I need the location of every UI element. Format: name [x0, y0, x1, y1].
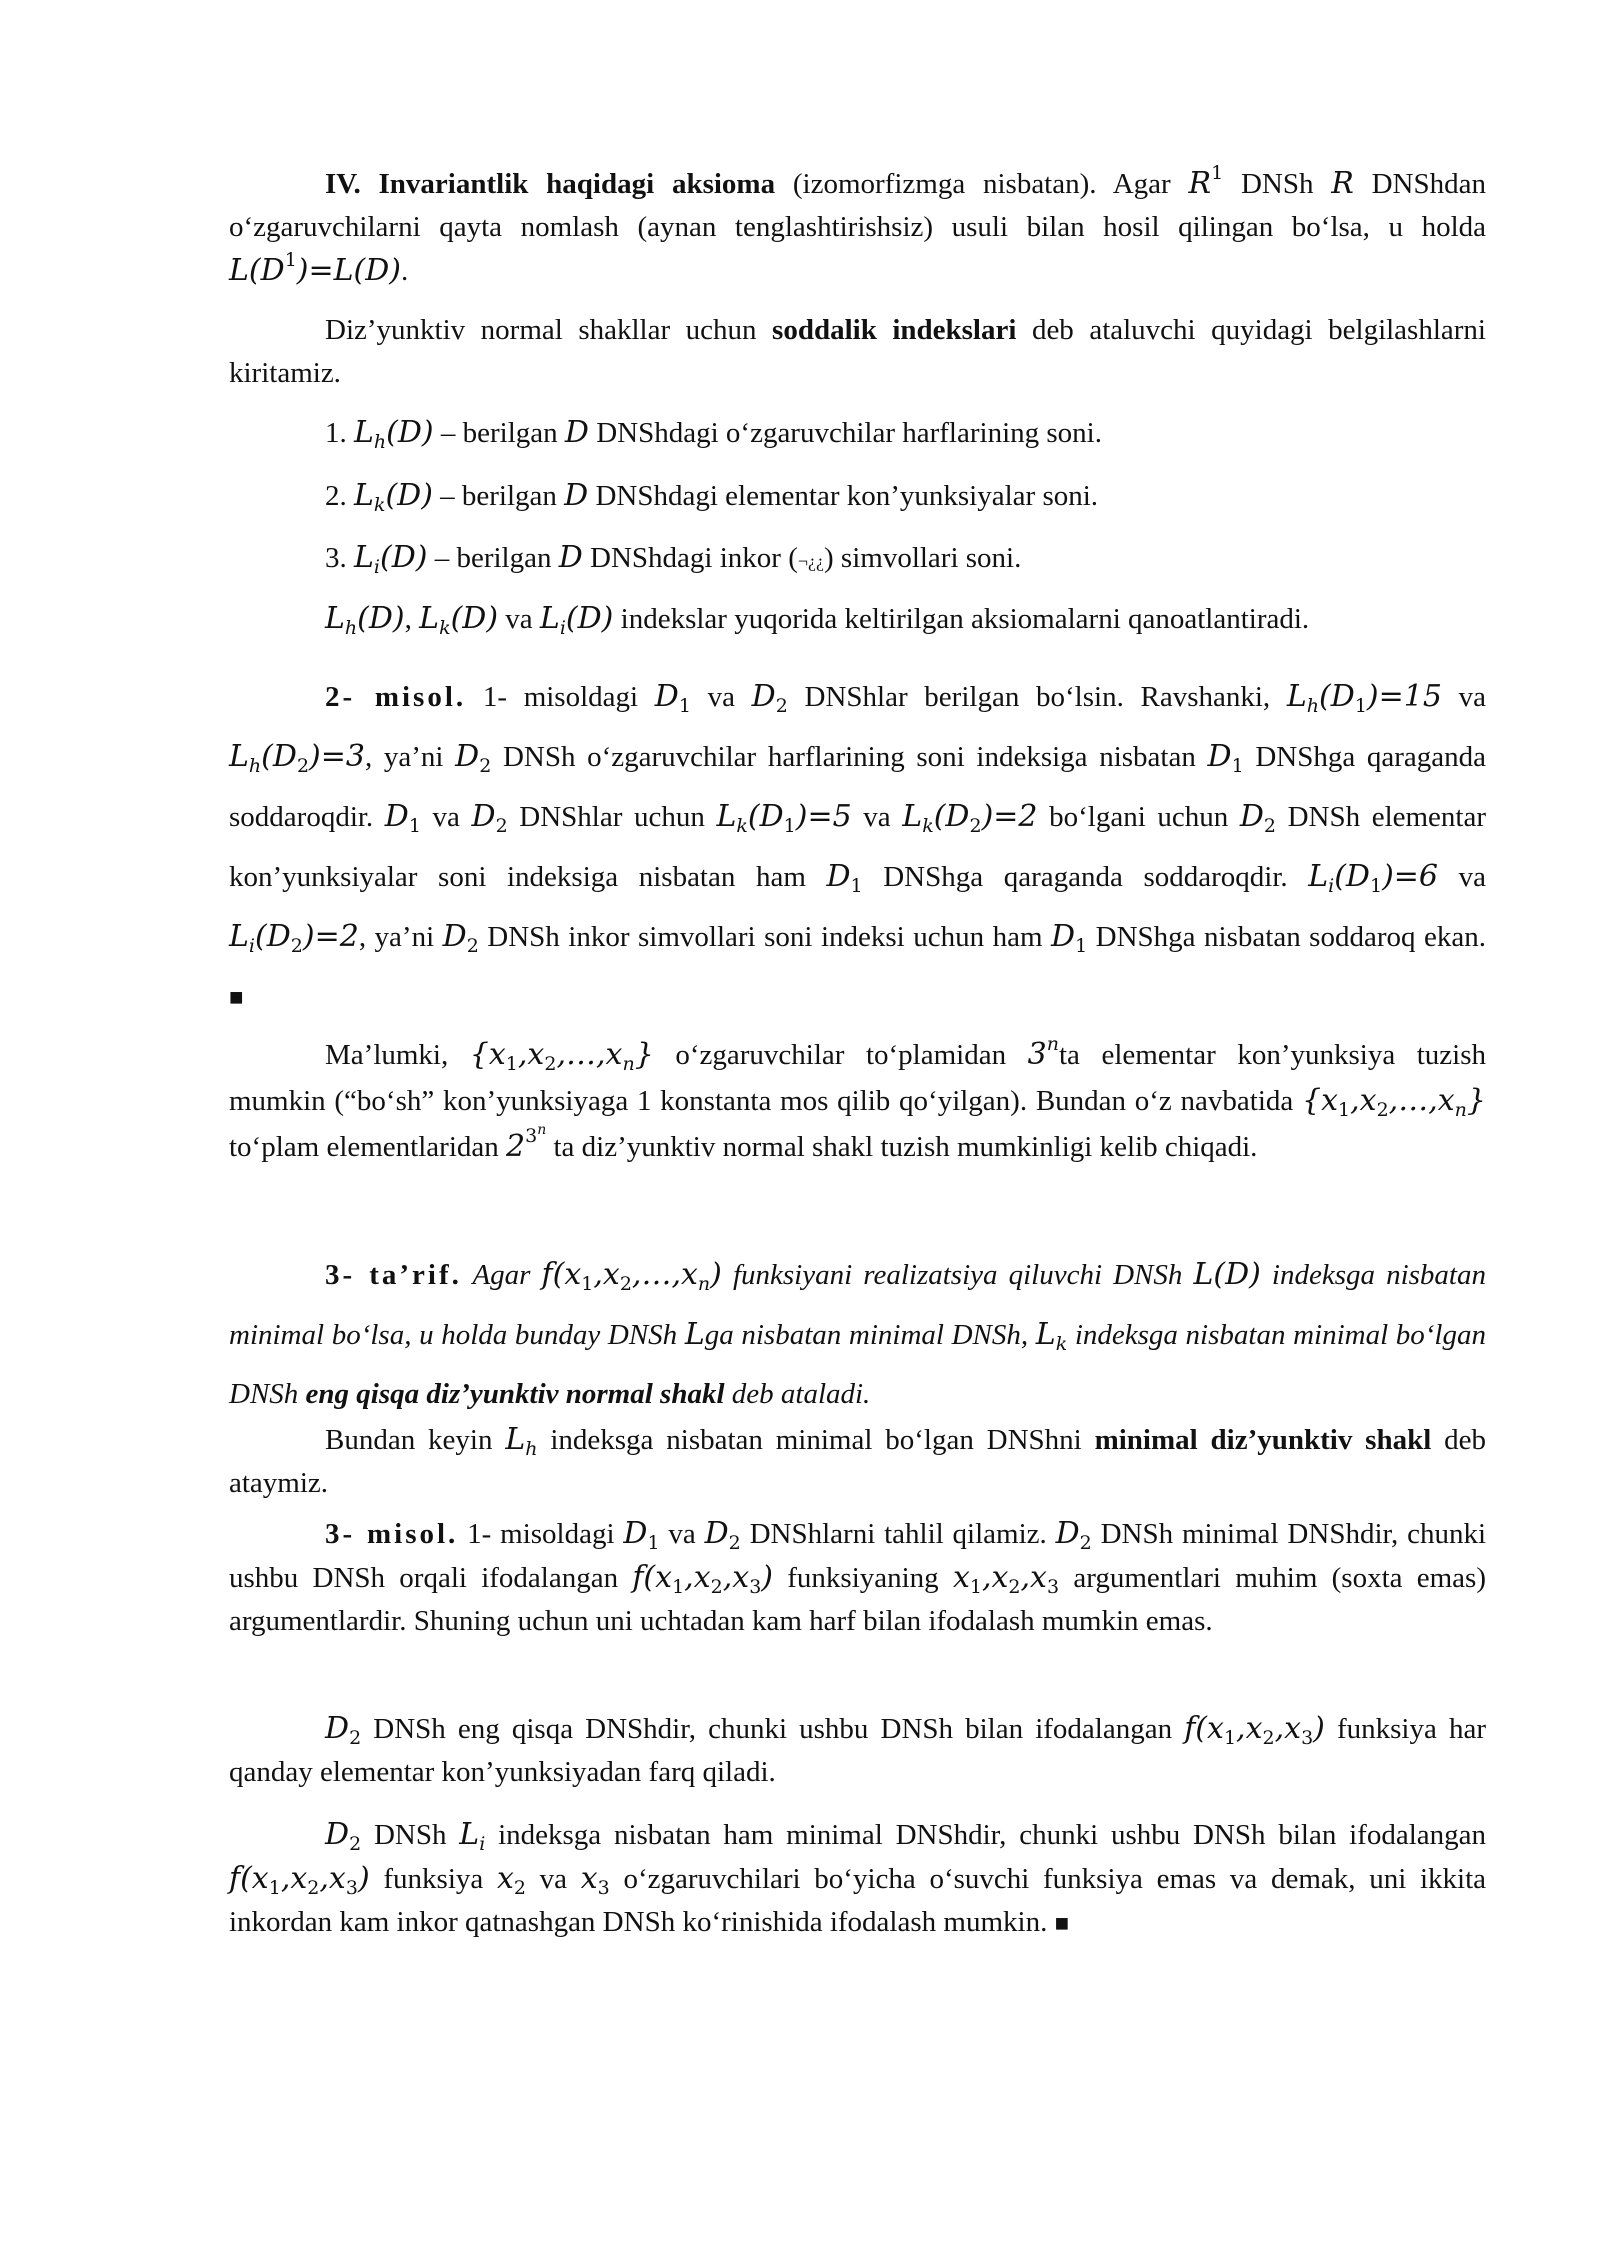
- formula-2-pow-3-pow-n: $2^{3^n}$: [506, 1122, 547, 1164]
- eng-qisqa-dnsh-term: eng qisqa diz’yunktiv normal shakl: [305, 1378, 725, 1410]
- axiom-iv-heading: IV. Invariantlik haqidagi aksioma: [325, 168, 776, 200]
- end-of-example-mark: ■: [229, 985, 244, 1011]
- soddalik-indekslari-term: soddalik indekslari: [772, 314, 1017, 346]
- indices-satisfy-paragraph: $L_h(D)$, $L_k(D)$ va $L_i(D)$ indekslar yuqorida keltirilgan aksiomalarni qanoatlantiradi.: [325, 601, 1310, 639]
- indices-intro-paragraph: Diz’yunktiv normal shakllar uchun soddalik indekslari deb ataluvchi quyidagi belgilashlarni kiritamiz.: [229, 314, 1486, 389]
- definition-3-paragraph: 3- ta’rif. Agar $f(x_1,x_2,\dots,x_n)$ funksiyani realizatsiya qiluvchi DNSh L(D) indeksga nisbatan minimal bo‘lsa, u holda bunday DNSh Lga nisbatan minimal DNSh, $L_k$ indeksga nisbatan minimal bo‘lgan DNSh eng qisqa diz’yunktiv normal shakl deb ataladi.: [229, 1257, 1486, 1410]
- minimal-dnsh-term: minimal diz’yunktiv shakl: [1094, 1424, 1432, 1456]
- shortest-dnsh-paragraph: $D_2$ DNSh eng qisqa DNShdir, chunki ushbu DNSh bilan ifodalangan $f(x_1,x_2,x_3)$ funksiya har qanday elementar kon’yunksiyadan farq qiladi.: [229, 1711, 1486, 1788]
- example-3-label: 3- misol.: [325, 1518, 459, 1550]
- list-item-3: 3. $L_i(D)$ – berilgan D DNShdagi inkor (¬¿¿) simvollari soni.: [325, 540, 1022, 578]
- negation-minimal-paragraph: $D_2$ DNSh $L_i$ indeksga nisbatan ham minimal DNShdir, chunki ushbu DNSh bilan ifodalangan $f(x_1,x_2,x_3)$ funksiya $x_2$ va $x_3$ o‘zgaruvchilari bo‘yicha o‘suvchi funksiya emas va demak, uni ikkita inkordan kam inkor qatnashgan DNSh ko‘rinishida ifodalash mumkin. ■: [229, 1817, 1487, 1938]
- malumki-paragraph: Ma’lumki, $\{x_1,x_2,\dots,x_n\}$ o‘zgaruvchilar to‘plamidan 3$^n$ta elementar kon’yunksiya tuzish mumkin (“bo‘sh” kon’yunksiyaga 1 konstanta mos qilib qo‘yilgan). Bundan o‘z navbatida $\{x_1,x_2,\dots,x_n\}$ to‘plam elementlaridan $2^{3^n}$ ta diz’yunktiv normal shakl tuzish mumkinligi kelib chiqadi.: [229, 1033, 1486, 1164]
- formula-lk-d: $L_k(D)$: [354, 478, 433, 516]
- formula-r1: $R^1$: [1188, 162, 1224, 201]
- example-2-label: 2- misol.: [325, 681, 467, 713]
- formula-lh-d: $L_h(D)$: [354, 415, 434, 453]
- formula-r: R: [1331, 166, 1354, 201]
- example-2-paragraph: 2- misol. 1- misoldagi $D_1$ va $D_2$ DNShlar berilgan bo‘lsin. Ravshanki, $L_h(D_1)=15$ va $L_h(D_2)=3$, ya’ni $D_2$ DNSh o‘zgaruvchilar harflarining soni indeksiga nisbatan $D_1$ DNShga qaraganda soddaroqdir. $D_1$ va $D_2$ DNShlar uchun $L_k(D_1)=5$ va $L_k(D_2)=2$ bo‘lgani uchun $D_2$ DNSh elementar kon’yunksiyalar soni indeksiga nisbatan ham $D_1$ DNShga qaraganda soddaroqdir. $L_i(D_1)=6$ va $L_i(D_2)=2$, ya’ni $D_2$ DNSh inkor simvollari soni indeksi uchun ham $D_1$ DNShga nisbatan soddaroq ekan. ■: [229, 679, 1487, 1011]
- formula-ld1-equals-ld: $L(D^1)=L(D)$: [229, 249, 402, 288]
- formula-set-x: $\{x_1,x_2,\dots,x_n\}$: [469, 1037, 654, 1075]
- axiom-iv-paragraph: IV. Invariantlik haqidagi aksioma (izomorfizmga nisbatan). Agar $R^1$ DNSh R DNShdan o‘zgaruvchilarni qayta nomlash (aynan tenglashtirishsiz) usuli bilan hosil qilingan bo‘lsa, u holda $L(D^1)=L(D)$.: [229, 162, 1486, 288]
- list-item-2: 2. $L_k(D)$ – berilgan D DNShdagi elementar kon’yunksiyalar soni.: [325, 478, 1099, 516]
- end-of-example-mark-2: ■: [1054, 1911, 1070, 1937]
- minimal-dnsh-paragraph: Bundan keyin $L_h$ indeksga nisbatan minimal bo‘lgan DNShni minimal diz’yunktiv shakl deb ataymiz.: [229, 1422, 1487, 1499]
- definition-3-label: 3- ta’rif.: [325, 1259, 462, 1291]
- formula-3-pow-n: 3$^n$: [1027, 1033, 1059, 1072]
- negation-symbol: ¬¿¿: [797, 551, 825, 571]
- example-3-paragraph: 3- misol. 1- misoldagi $D_1$ va $D_2$ DNShlarni tahlil qilamiz. $D_2$ DNSh minimal DNShdir, chunki ushbu DNSh orqali ifodalangan $f(x_1,x_2,x_3)$ funksiyaning $x_1,x_2,x_3$ argumentlari muhim (soxta emas) argumentlardir. Shuning uchun uni uchtadan kam harf bilan ifodalash mumkin emas.: [229, 1516, 1487, 1637]
- list-item-1: 1. $L_h(D)$ – berilgan D DNShdagi o‘zgaruvchilar harflarining soni.: [325, 415, 1102, 453]
- formula-li-d: $L_i(D)$: [354, 540, 428, 578]
